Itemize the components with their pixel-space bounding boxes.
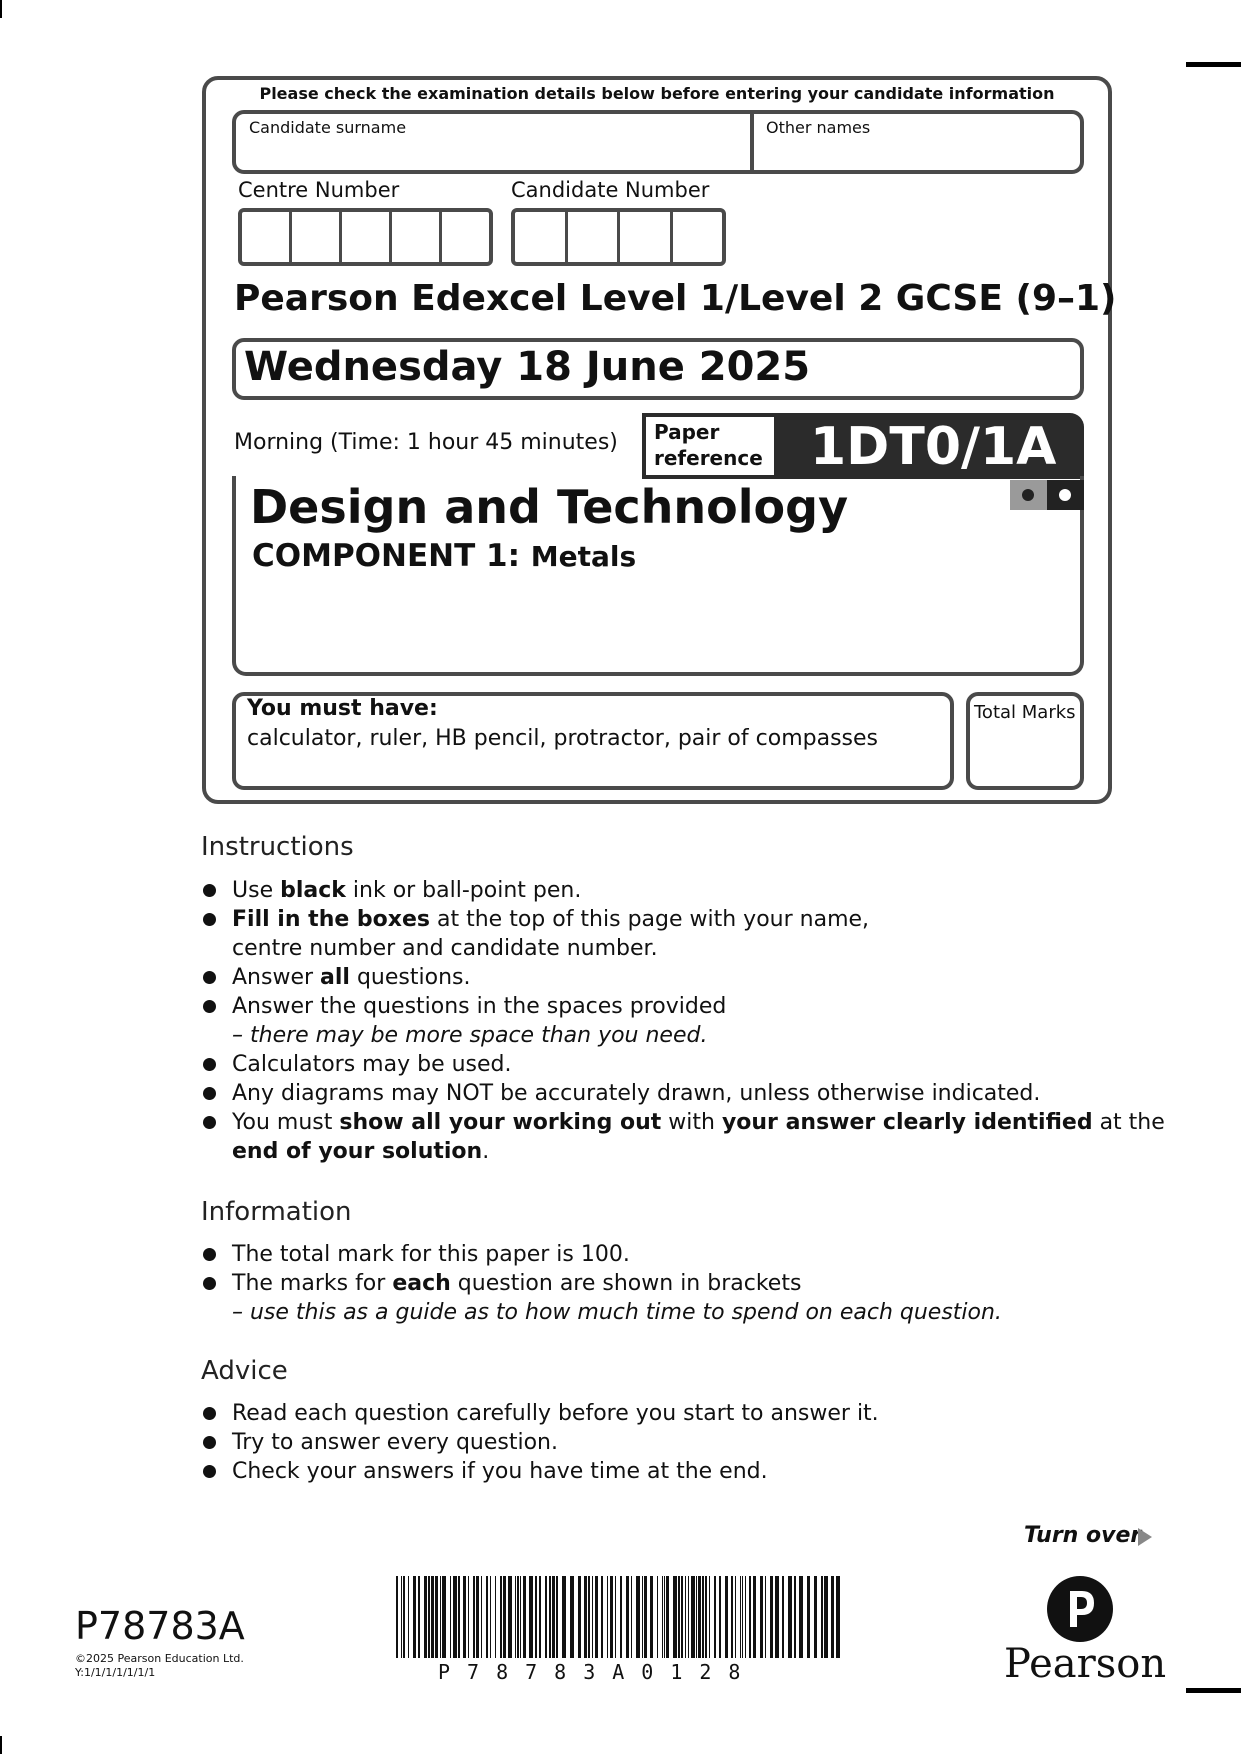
barcode-bar	[644, 1576, 647, 1658]
barcode-bar	[403, 1576, 405, 1658]
barcode-bar	[503, 1576, 506, 1658]
crop-mark-bottom-right	[1186, 1688, 1241, 1693]
barcode-bar	[440, 1576, 441, 1658]
barcode-bar	[782, 1576, 784, 1658]
candidate-surname-field[interactable]: Candidate surname	[249, 118, 407, 137]
barcode-bar	[731, 1576, 733, 1658]
list-item: Check your answers if you have time at the end.	[201, 1457, 879, 1486]
information-heading: Information	[201, 1197, 352, 1227]
barcode-bar	[428, 1576, 430, 1658]
paper-reference-label-line1: Paper	[654, 420, 720, 444]
barcode-bar	[458, 1576, 460, 1658]
barcode-bar	[610, 1576, 613, 1658]
centre-number-digit[interactable]	[342, 212, 392, 262]
must-have-items: calculator, ruler, HB pencil, protractor, pair of compasses	[247, 726, 878, 751]
list-item: Any diagrams may NOT be accurately drawn, unless otherwise indicated.	[201, 1079, 1165, 1108]
barcode-bar	[431, 1576, 434, 1658]
barcode-bar	[578, 1576, 581, 1658]
barcode-bar	[562, 1576, 566, 1658]
barcode-bar	[836, 1576, 840, 1658]
barcode-bar	[821, 1576, 823, 1658]
centre-number-boxes[interactable]	[238, 208, 493, 266]
barcode-bar	[442, 1576, 446, 1658]
barcode-bar	[725, 1576, 728, 1658]
barcode-bar	[592, 1576, 593, 1658]
barcode-bar	[495, 1576, 496, 1658]
barcode-bar	[673, 1576, 677, 1658]
barcode-bar	[688, 1576, 689, 1658]
barcode-bar	[620, 1576, 622, 1658]
barcode-bar	[552, 1576, 555, 1658]
exam-date: Wednesday 18 June 2025	[244, 344, 811, 390]
barcode-bar	[418, 1576, 420, 1658]
barcode-bar	[396, 1576, 398, 1658]
barcode-bar	[473, 1576, 475, 1658]
name-box-divider	[750, 114, 754, 170]
component-name: Metals	[530, 540, 637, 573]
centre-number-digit[interactable]	[392, 212, 442, 262]
barcode-bar	[775, 1576, 779, 1658]
barcode-bar	[691, 1576, 695, 1658]
candidate-number-digit[interactable]	[515, 212, 568, 262]
print-code: Y:1/1/1/1/1/1/1	[75, 1666, 156, 1679]
barcode-bar	[742, 1576, 743, 1658]
paper-reference-code: 1DT0/1A	[810, 417, 1057, 477]
barcode-bar	[636, 1576, 640, 1658]
list-item: Answer the questions in the spaces provided	[201, 992, 1165, 1021]
barcode-bar	[539, 1576, 541, 1658]
list-item: Fill in the boxes at the top of this page with your name,	[201, 905, 1165, 934]
barcode-bar	[657, 1576, 658, 1658]
barcode-bar	[535, 1576, 537, 1658]
barcode-bar	[549, 1576, 551, 1658]
barcode-bar	[450, 1576, 451, 1658]
barcode-bar	[508, 1576, 512, 1658]
list-item: – there may be more space than you need.	[232, 1023, 708, 1048]
barcode-bar	[424, 1576, 427, 1658]
barcode-bar	[529, 1576, 533, 1658]
barcode-bar	[719, 1576, 721, 1658]
barcode-bar	[709, 1576, 710, 1658]
subject-title: Design and Technology	[250, 480, 849, 534]
barcode-bar	[770, 1576, 773, 1658]
barcode-bar	[401, 1576, 402, 1658]
barcode-bar	[500, 1576, 502, 1658]
list-item: centre number and candidate number.	[232, 936, 658, 961]
copyright-line: ©2025 Pearson Education Ltd.	[75, 1652, 244, 1665]
barcode-bar	[760, 1576, 763, 1658]
barcode-bar	[714, 1576, 716, 1658]
barcode-digits: P78783A0128	[438, 1660, 758, 1684]
barcode-bar	[698, 1576, 701, 1658]
barcode-bar	[481, 1576, 482, 1658]
barcode-bar	[814, 1576, 817, 1658]
paper-reference-label-line2: reference	[654, 446, 763, 470]
paper-code: P78783A	[75, 1604, 245, 1648]
barcode-bar	[678, 1576, 680, 1658]
barcode-bar	[595, 1576, 598, 1658]
barcode-bar	[435, 1576, 438, 1658]
barcode-bar	[702, 1576, 704, 1658]
publisher-name: Pearson	[1004, 1641, 1167, 1687]
information-list	[201, 1240, 1002, 1327]
list-item: – use this as a guide as to how much time to spend on each question.	[232, 1300, 1002, 1325]
list-item: Try to answer every question.	[201, 1428, 879, 1457]
barcode-bar	[570, 1576, 574, 1658]
barcode-bar	[545, 1576, 547, 1658]
barcode-bar	[799, 1576, 803, 1658]
copyright	[75, 1652, 244, 1680]
barcode-bar	[735, 1576, 736, 1658]
crop-mark-top-right	[1186, 62, 1241, 67]
barcode-bar	[408, 1576, 409, 1658]
candidate-number-boxes[interactable]	[511, 208, 726, 266]
barcode-bar	[615, 1576, 616, 1658]
barcode-bar	[523, 1576, 526, 1658]
instructions-list	[201, 876, 1165, 1166]
centre-number-digit[interactable]	[442, 212, 489, 262]
barcode-bar	[794, 1576, 796, 1658]
crop-mark-bottom-left	[0, 1736, 2, 1754]
list-item: The total mark for this paper is 100.	[201, 1240, 1002, 1269]
barcode-bar	[705, 1576, 707, 1658]
list-item: end of your solution.	[232, 1139, 490, 1164]
list-item: Answer all questions.	[201, 963, 1165, 992]
candidate-number-digit[interactable]	[673, 212, 723, 262]
barcode-bar	[453, 1576, 457, 1658]
barcode-bar	[626, 1576, 629, 1658]
barcode-bar	[584, 1576, 587, 1658]
instructions-heading: Instructions	[201, 832, 354, 862]
advice-list	[201, 1399, 879, 1486]
barcode-bar	[685, 1576, 686, 1658]
paper-reference-label	[654, 419, 763, 471]
barcode-bar	[749, 1576, 751, 1658]
barcode-bar	[753, 1576, 756, 1658]
turn-over-label: Turn over	[1024, 1523, 1142, 1548]
barcode-bar	[515, 1576, 516, 1658]
other-names-field[interactable]: Other names	[766, 118, 871, 137]
barcode-bar	[807, 1576, 810, 1658]
barcode-bar	[631, 1576, 632, 1658]
barcode-bar	[831, 1576, 834, 1658]
barcode-bar	[476, 1576, 479, 1658]
must-have-title: You must have:	[247, 696, 438, 721]
check-notice: Please check the examination details below before entering your candidate information	[259, 84, 1055, 103]
barcode-bar	[824, 1576, 828, 1658]
barcode-bar	[520, 1576, 521, 1658]
arrow-right-icon	[1138, 1528, 1152, 1546]
barcode-bar	[681, 1576, 683, 1658]
pearson-logo-icon	[1046, 1575, 1114, 1643]
barcode-bar	[588, 1576, 590, 1658]
barcode-bar	[601, 1576, 603, 1658]
dot-icon	[1022, 489, 1034, 501]
centre-number-label: Centre Number	[238, 178, 400, 202]
barcode-bar	[463, 1576, 466, 1658]
barcode-bar	[486, 1576, 488, 1658]
barcode-bar	[607, 1576, 608, 1658]
barcode-bar	[662, 1576, 663, 1658]
centre-number-digit[interactable]	[292, 212, 342, 262]
session-time: Morning (Time: 1 hour 45 minutes)	[234, 430, 618, 455]
barcode-bar	[666, 1576, 669, 1658]
candidate-number-digit[interactable]	[620, 212, 673, 262]
list-item: Read each question carefully before you start to answer it.	[201, 1399, 879, 1428]
candidate-number-digit[interactable]	[568, 212, 621, 262]
list-item: Use black ink or ball-point pen.	[201, 876, 1165, 905]
barcode	[396, 1576, 844, 1672]
component-prefix: COMPONENT 1:	[252, 538, 520, 574]
candidate-number-label: Candidate Number	[511, 178, 710, 202]
barcode-bar	[745, 1576, 746, 1658]
barcode-bar	[664, 1576, 665, 1658]
barcode-bar	[490, 1576, 491, 1658]
barcode-bar	[740, 1576, 741, 1658]
barcode-bar	[765, 1576, 766, 1658]
tier-indicator-grey	[1010, 480, 1047, 510]
dot-icon	[1059, 489, 1071, 501]
tier-indicator-dark	[1047, 480, 1084, 510]
barcode-bar	[642, 1576, 643, 1658]
list-item: The marks for each question are shown in brackets	[201, 1269, 1002, 1298]
barcode-bar	[517, 1576, 519, 1658]
barcode-bar	[696, 1576, 697, 1658]
paper-reference-box	[642, 413, 1084, 479]
centre-number-digit[interactable]	[242, 212, 292, 262]
tier-indicator	[1010, 480, 1084, 510]
barcode-bar	[413, 1576, 416, 1658]
barcode-bar	[788, 1576, 792, 1658]
total-marks-label: Total Marks	[974, 702, 1076, 723]
crop-mark-top-left	[0, 0, 2, 18]
barcode-bar	[650, 1576, 653, 1658]
component-title	[252, 538, 636, 574]
barcode-bar	[468, 1576, 469, 1658]
list-item: You must show all your working out with your answer clearly identified at the	[201, 1108, 1165, 1137]
qualification-title: Pearson Edexcel Level 1/Level 2 GCSE (9–1)	[234, 278, 1117, 319]
list-item: Calculators may be used.	[201, 1050, 1165, 1079]
barcode-bar	[556, 1576, 558, 1658]
advice-heading: Advice	[201, 1356, 288, 1386]
